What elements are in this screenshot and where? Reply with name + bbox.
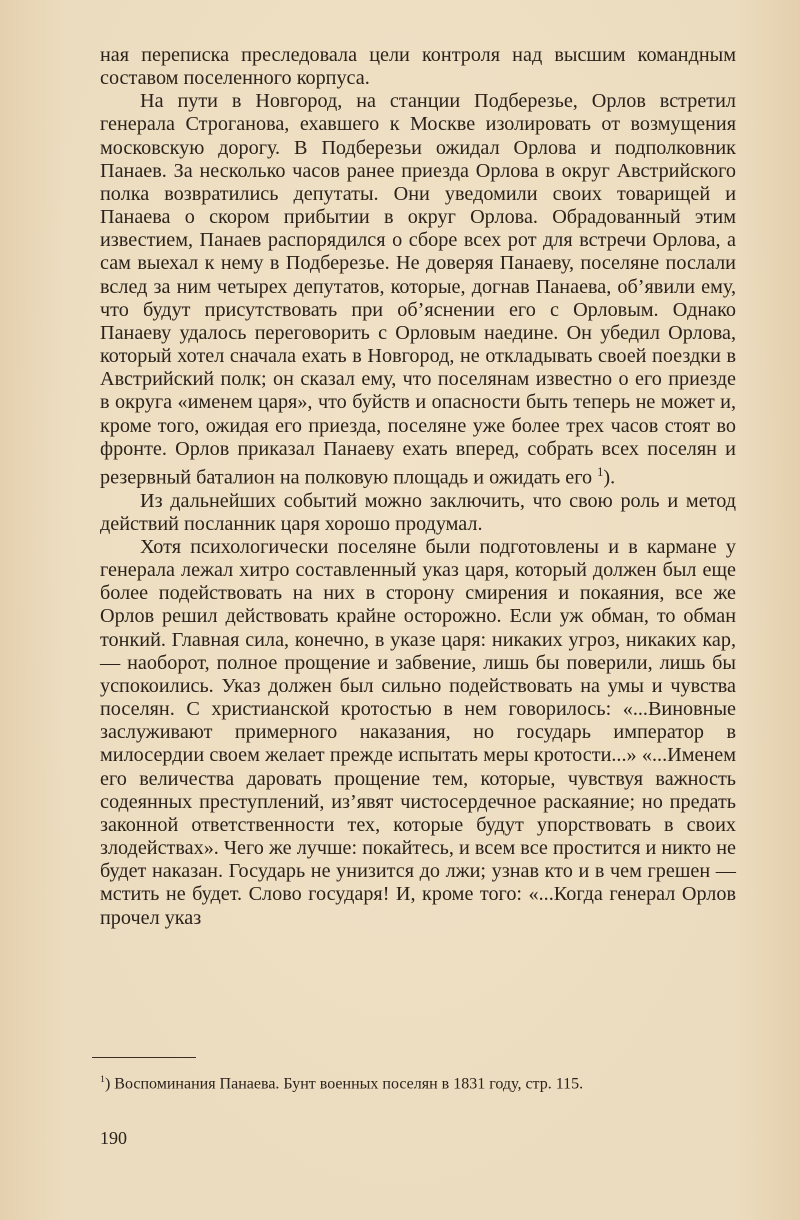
- paragraph-3: Из дальнейших событий можно заключить, что свою роль и метод действий посланник царя хорошо продумал.: [100, 489, 736, 535]
- paragraph-1: ная переписка преследовала цели контроля над высшим командным составом поселенного корпуса.: [100, 44, 736, 90]
- paragraph-2-text: На пути в Новгород, на станции Подберезье, Орлов встретил генерала Строганова, ехавшего к Москве изолировать от возмущения московскую дорогу. В Подберезьи ожидал Орлова и подполковник Панаев. За несколько часов ранее приезда Орлова в округ Австрийского полка возвратились депутаты. Они уведомили своих товарищей и Панаева о скором прибытии в округ Орлова. Обрадованный этим известием, Панаев распорядился о сборе всех рот для встречи Орлова, а сам выехал к нему в Подберезье. Не доверяя Панаеву, поселяне послали вслед за ним четырех депутатов, которые, догнав Панаева, об’явили ему, что будут присутствовать при об’яснении его с Орловым. Однако Панаеву удалось переговорить с Орловым наедине. Он убедил Орлова, который хотел сначала ехать в Новгород, не откладывать своей поездки в Австрийский полк; он сказал ему, что поселянам известно о его приезде в округа «именем царя», что буйств и опасности быть теперь не может и, кроме того, ожидая его приезда, поселяне уже более трех часов стоят во фронте. Орлов приказал Панаеву ехать вперед, собрать всех поселян и резервный баталион на полковую площадь и ожидать его: [100, 90, 736, 489]
- paragraph-4: Хотя психологически поселяне были подготовлены и в кармане у генерала лежал хитро составленный указ царя, который должен был еще более подействовать на них в сторону смирения и покаяния, все же Орлов решил действовать крайне осторожно. Если уж обман, то обман тонкий. Главная сила, конечно, в указе царя: никаких угроз, никаких кар, — наоборот, полное прощение и забвение, лишь бы поверили, лишь бы успокоились. Указ должен был сильно подействовать на умы и чувства поселян. С христианской кротостью в нем говорилось: «...Виновные заслуживают примерного наказания, но государь император в милосердии своем желает прежде испытать меры кротости...» «...Именем его величества даровать прощение тем, которые, чувствуя важность содеянных преступлений, из’явят чистосердечное раскаяние; но предать законной ответственности тех, которые будут упорствовать в своих злодействах». Чего же лучше: покайтесь, и всем все простится и никто не будет наказан. Государь не унизится до лжи; узнав кто и в чем грешен — мстить не будет. Слово государя! И, кроме того: «...Когда генерал Орлов прочел указ: [100, 536, 736, 929]
- footnote: [100, 1070, 736, 1094]
- paragraph-2-end: ).: [603, 466, 616, 489]
- footnote-reference: 1: [597, 464, 604, 479]
- footnote-text: ) Воспоминания Панаева. Бунт военных поселян в 1831 году, стр. 115.: [104, 1075, 584, 1093]
- footnote-marker: 1: [100, 1074, 105, 1085]
- paragraph-2: [100, 90, 736, 489]
- main-text: [100, 44, 736, 930]
- page-number: 190: [100, 1128, 127, 1148]
- footnote-divider: [92, 1057, 196, 1058]
